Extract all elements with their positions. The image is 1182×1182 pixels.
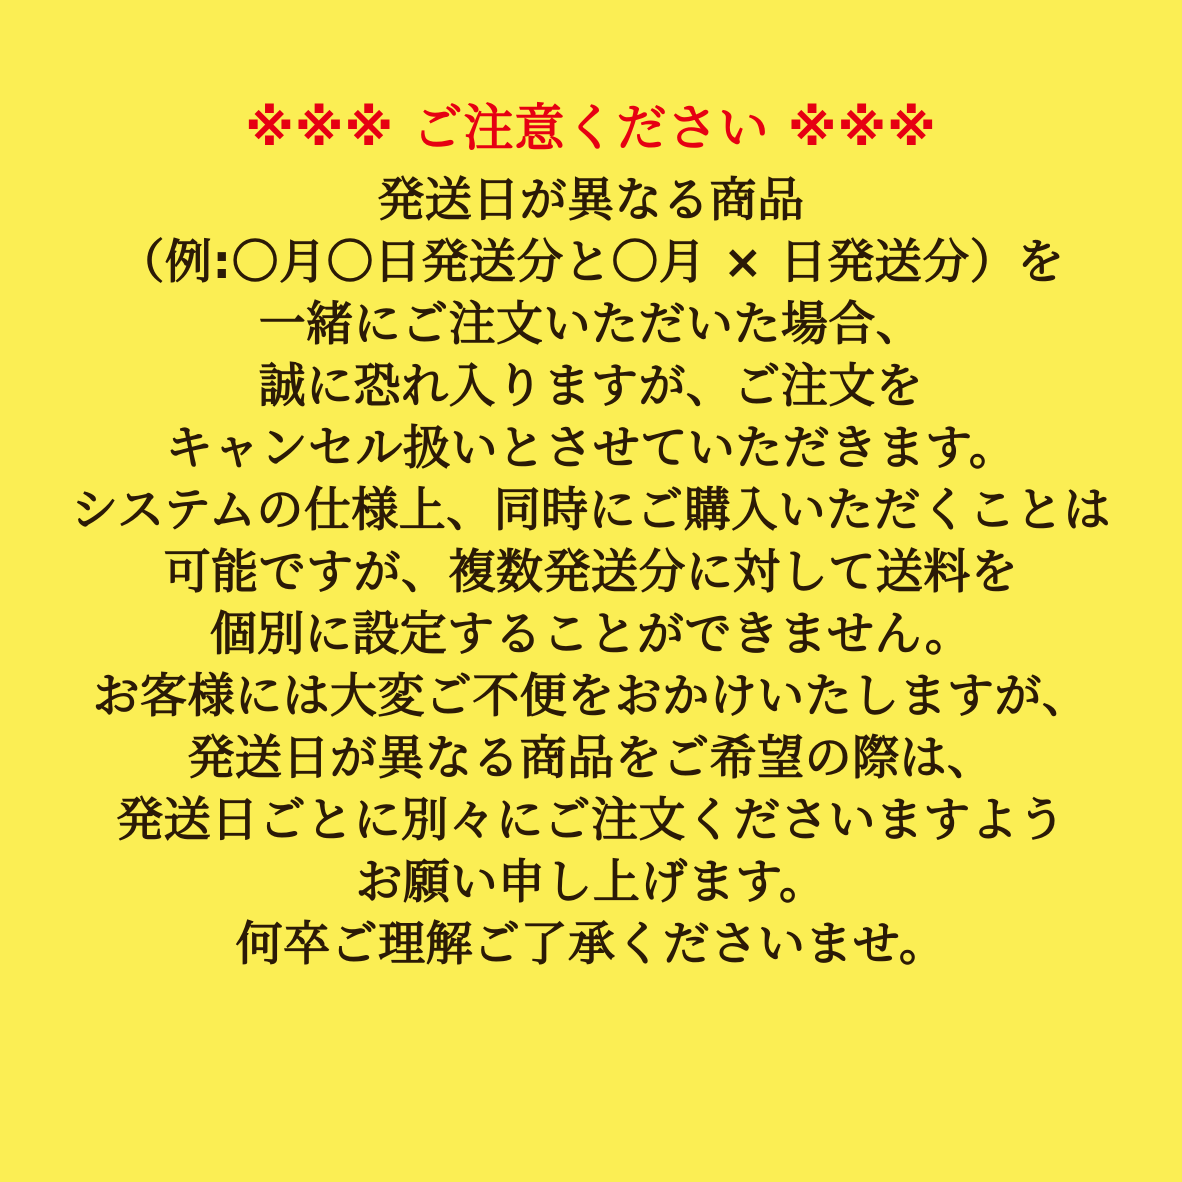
notice-line: お客様には大変ご不便をおかけいたしますが、	[92, 669, 1090, 725]
notice-line: キャンセル扱いとさせていただきます。	[165, 421, 1017, 477]
notice-line: 可能ですが、複数発送分に対して送料を	[163, 545, 1019, 601]
notice-line: 個別に設定することができません。	[209, 607, 973, 663]
notice-line: （例:〇月〇日発送分と〇月 × 日発送分）を	[117, 235, 1065, 291]
notice-line: 何卒ご理解ご了承くださいませ。	[235, 917, 947, 973]
notice-line: 発送日が異なる商品	[377, 173, 805, 228]
notice-line: 発送日が異なる商品をご希望の際は、	[187, 731, 995, 787]
notice-body	[20, 170, 1162, 976]
notice-line: 誠に恐れ入りますが、ご注文を	[258, 359, 924, 415]
notice-heading: ※※※ ご注意ください ※※※	[245, 99, 937, 157]
notice-line: 一緒にご注文いただいた場合、	[258, 297, 924, 353]
notice-line: システムの仕様上、同時にご購入いただくことは	[71, 483, 1111, 539]
notice-line: お願い申し上げます。	[355, 855, 827, 911]
notice-line: 発送日ごとに別々にご注文くださいますよう	[116, 793, 1066, 849]
